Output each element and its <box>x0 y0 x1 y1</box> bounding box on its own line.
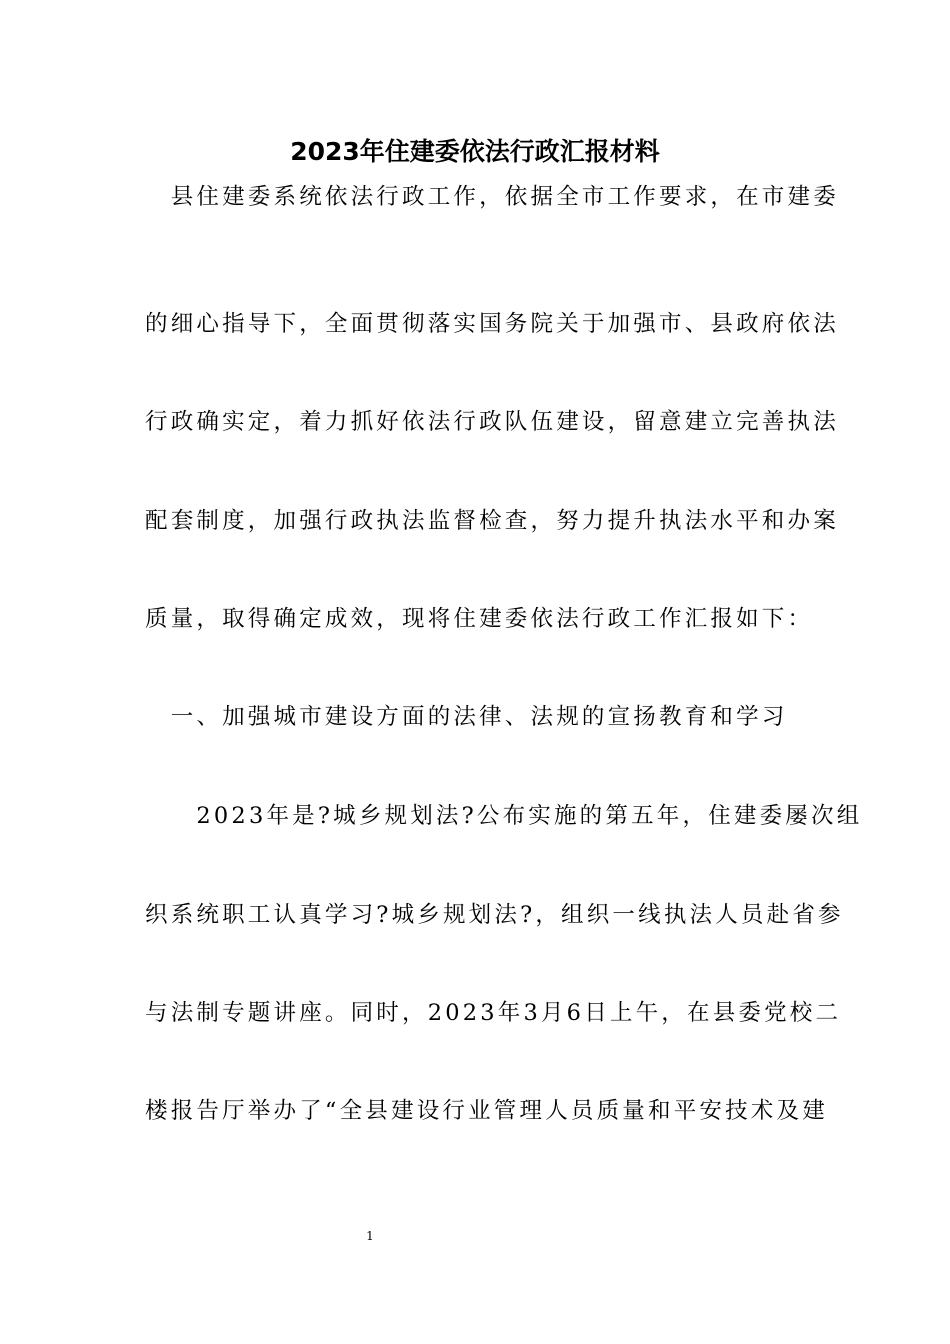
paragraph-line: 与法制专题讲座。同时，2023年3月6日上午，在县委党校二 <box>145 1000 842 1026</box>
paragraph-line: 县住建委系统依法行政工作，依据全市工作要求，在市建委 <box>145 184 839 210</box>
paragraph-line: 配套制度，加强行政执法监督检查，努力提升执法水平和办案 <box>145 508 839 534</box>
paragraph-line: 楼报告厅举办了“全县建设行业管理人员质量和平安技术及建 <box>145 1098 828 1124</box>
paragraph-line: 的细心指导下，全面贯彻落实国务院关于加强市、县政府依法 <box>145 311 839 337</box>
paragraph-line: 行政确实定，着力抓好依法行政队伍建设，留意建立完善执法 <box>145 409 839 435</box>
paragraph-line: 织系统职工认真学习?城乡规划法?，组织一线执法人员赴省参 <box>145 902 844 928</box>
paragraph-line: 2023年是?城乡规划法?公布实施的第五年，住建委屡次组 <box>145 803 863 829</box>
document-title: 2023年住建委依法行政汇报材料 <box>290 137 660 166</box>
section-heading: 一、加强城市建设方面的法律、法规的宣扬教育和学习 <box>145 704 788 730</box>
paragraph-line: 质量，取得确定成效，现将住建委依法行政工作汇报如下： <box>145 606 814 632</box>
page-number: 1 <box>366 1229 374 1243</box>
